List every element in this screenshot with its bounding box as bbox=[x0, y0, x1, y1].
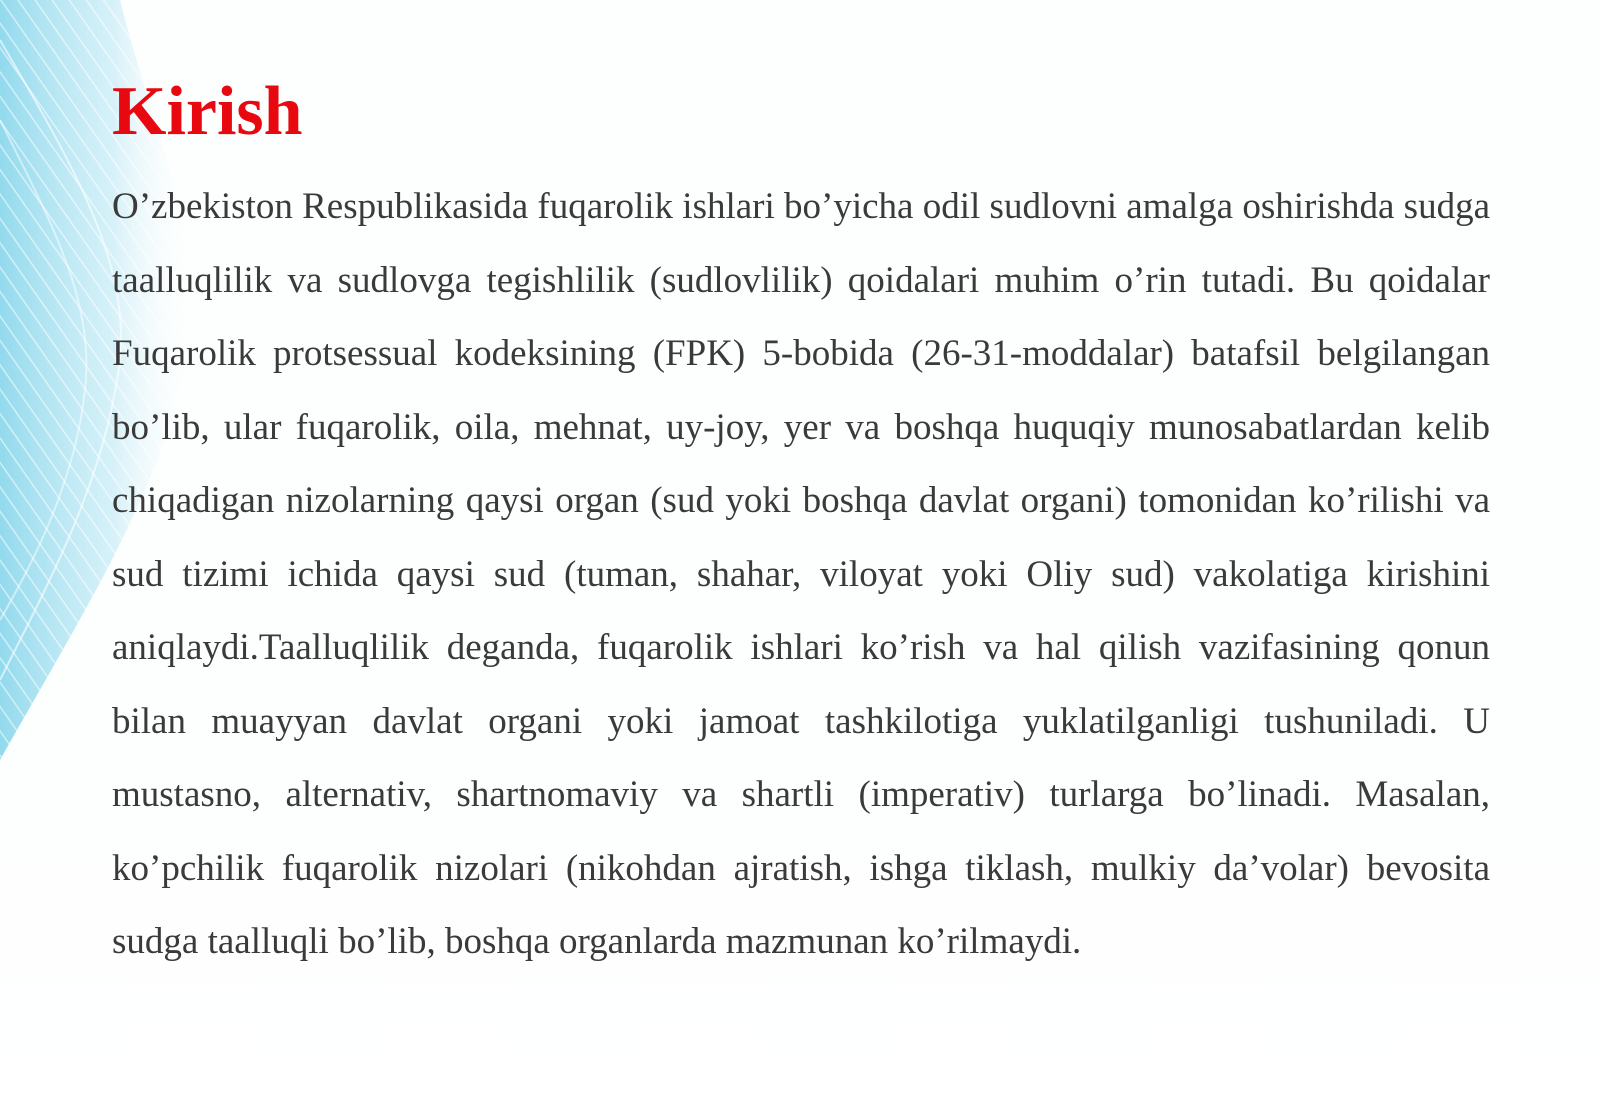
body-paragraph: O’zbekiston Respublikasida fuqarolik ishlari bo’yicha odil sudlovni amalga oshirishda sudga taalluqlilik va sudlovga tegishlilik (sudlovlilik) qoidalari muhim o’rin tutadi. Bu qoidalar Fuqarolik protsessual kodeksining (FPK) 5-bobida (26-31-moddalar) batafsil belgilangan bo’lib, ular fuqarolik, oila, mehnat, uy-joy, yer va boshqa huquqiy munosabatlardan kelib chiqadigan nizolarning qaysi organ (sud yoki boshqa davlat organi) tomonidan ko’rilishi va sud tizimi ichida qaysi sud (tuman, shahar, viloyat yoki Oliy sud) vakolatiga kirishini aniqlaydi.Taalluqlilik deganda, fuqarolik ishlari ko’rish va hal qilish vazifasining qonun bilan muayyan davlat organi yoki jamoat tashkilotiga yuklatilganligi tushuniladi. U mustasno, alternativ, shartnomaviy va shartli (imperativ) turlarga bo’linadi. Masalan, ko’pchilik fuqarolik nizolari (nikohdan ajratish, ishga tiklash, mulkiy da’volar) bevosita sudga taalluqli bo’lib, boshqa organlarda mazmunan ko’rilmaydi. bbox=[112, 186, 1490, 962]
slide-title: Kirish bbox=[112, 73, 303, 150]
